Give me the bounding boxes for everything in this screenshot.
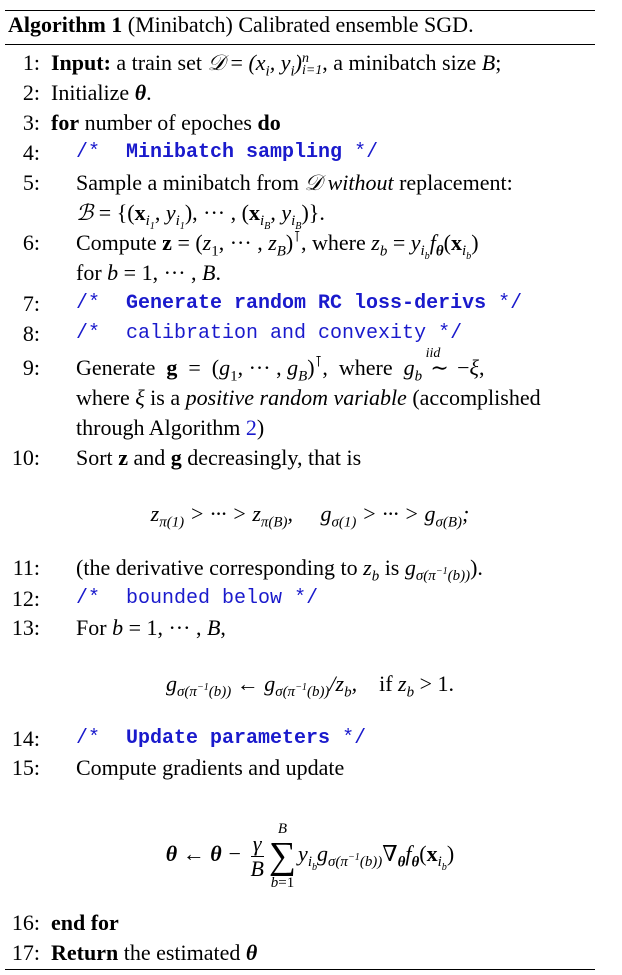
line-number: 17: xyxy=(11,940,40,965)
keyword-end-for: end for xyxy=(51,910,119,935)
line-number: 7: xyxy=(22,291,40,316)
for-text: number of epoches xyxy=(84,110,252,135)
bottom-rule xyxy=(5,969,595,970)
line-number: 5: xyxy=(22,170,40,195)
algorithm-caption: (Minibatch) Calibrated ensemble SGD. xyxy=(127,12,474,37)
line-number: 14: xyxy=(11,726,40,751)
line-text: Compute $z = (z_1$, ··· , $z_B)^⊺$, where $z_b = y_{i_b}f_\theta(x_{i_b})$ xyxy=(76,229,479,263)
algorithm-label: Algorithm 1 xyxy=(8,12,123,37)
comment-generate-rc: /* Generate random RC loss-derivs */ xyxy=(76,292,523,315)
line-number: 8: xyxy=(22,321,40,346)
line-text xyxy=(51,910,119,936)
comment-bounded-below: /* bounded below */ xyxy=(76,587,319,610)
line-number: 10: xyxy=(11,445,40,470)
keyword-for: for xyxy=(51,110,80,135)
line-text: Generate $g = (g_1$, ··· , $g_B)^⊺$, where $g_b$ iid ∼ −ξ, xyxy=(76,346,485,385)
line-number: 4: xyxy=(22,140,40,165)
line-text xyxy=(51,110,281,136)
line-number: 9: xyxy=(22,355,40,380)
title-rule xyxy=(5,44,595,45)
bound-equation: $g_{\sigma(\pi^{-1}(b))}$ ← $g_{\sigma(\pi^{-1}(b))}/z_b$, if $z_b > 1$. xyxy=(165,671,455,701)
line-text: Initialize θ. xyxy=(51,80,152,105)
line-text: where ξ is a positive random variable (accomplished xyxy=(76,385,541,410)
comment-update-parameters: /* Update parameters */ xyxy=(76,727,367,750)
line-number: 16: xyxy=(11,910,40,935)
keyword-input: Input: xyxy=(51,50,111,75)
line-text: (the derivative corresponding to $z_b$ is $g_{\sigma(\pi^{-1}(b))}$). xyxy=(76,555,483,585)
line-text: Return the estimated θ xyxy=(51,940,258,965)
comment-minibatch-sampling: /* Minibatch sampling */ xyxy=(76,141,379,164)
line-text: For b = 1, ··· , B, xyxy=(76,615,226,640)
line-number: 1: xyxy=(22,50,40,75)
keyword-return: Return xyxy=(51,940,119,965)
sort-equation: $z_{\pi(1)}$ > ··· > $z_{\pi(B)}$, $g_{\sigma(1)}$ > ··· > $g_{\sigma(B)}$; xyxy=(150,501,470,531)
line-number: 15: xyxy=(11,755,40,780)
keyword-do: do xyxy=(257,110,281,135)
line-number: 2: xyxy=(22,80,40,105)
line-text: Input: a train set 𝒟 = ($x_i$, $y_i$) n i=1 , a minibatch size B; xyxy=(51,50,502,80)
update-equation: θ ← θ − $\frac{\gamma}{B}$ B ∑ b=1 $y_{i_b}g_{\sigma(\pi^{-1}(b))}\nabla_\theta f_\theta(x_{i_b})$ xyxy=(165,821,455,891)
line-text: Sample a minibatch from 𝒟 without replacement: xyxy=(76,170,513,195)
comment-calibration: /* calibration and convexity */ xyxy=(76,322,463,345)
line-number: 6: xyxy=(22,230,40,255)
line-number: 13: xyxy=(11,615,40,640)
line-text: ℬ = {($x_{i_1}$, $y_{i_1}$), ··· , ($x_{i_B}$, $y_{i_B}$)}. xyxy=(76,200,325,233)
line-text: for b = 1, ··· , B. xyxy=(76,260,221,285)
line-number: 11: xyxy=(12,555,40,580)
line-number: 3: xyxy=(22,110,40,135)
line-text: Compute gradients and update xyxy=(76,755,345,780)
algorithm-ref-link[interactable]: 2 xyxy=(245,415,257,440)
line-number: 12: xyxy=(11,586,40,611)
line-text: Sort z and g decreasingly, that is xyxy=(76,445,362,470)
top-rule xyxy=(5,10,595,11)
line-text: through Algorithm 2) xyxy=(76,415,265,440)
algorithm-title xyxy=(8,12,474,38)
